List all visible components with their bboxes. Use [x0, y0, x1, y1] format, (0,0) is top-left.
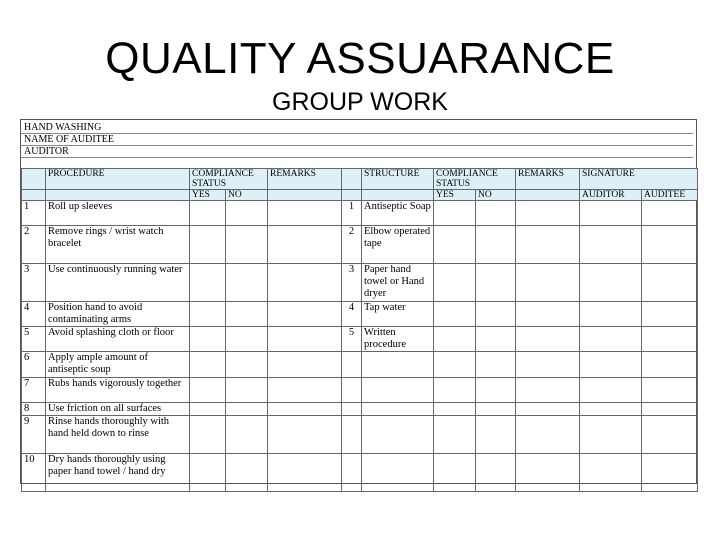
procedure-no-cell[interactable] [226, 403, 268, 416]
procedure-no-cell[interactable] [226, 378, 268, 403]
structure-yes-cell[interactable] [434, 454, 476, 492]
table-row [22, 327, 698, 352]
structure-text: Tap water [362, 302, 434, 327]
structure-yes-cell[interactable] [434, 327, 476, 352]
table-row [22, 226, 698, 264]
structure-yes-cell[interactable] [434, 403, 476, 416]
procedure-text: Rubs hands vigorously together [46, 378, 190, 403]
procedure-remarks-cell[interactable] [268, 416, 342, 454]
structure-text: Antiseptic Soap [362, 201, 434, 226]
auditee-signature-cell[interactable] [642, 378, 698, 403]
procedure-yes-cell[interactable] [190, 226, 226, 264]
structure-number [342, 454, 362, 492]
auditee-signature-cell[interactable] [642, 302, 698, 327]
table-subheader-row [22, 190, 698, 201]
structure-no-cell[interactable] [476, 201, 516, 226]
structure-yes-cell[interactable] [434, 378, 476, 403]
procedure-remarks-cell[interactable] [268, 226, 342, 264]
auditee-signature-cell[interactable] [642, 403, 698, 416]
structure-text [362, 454, 434, 492]
procedure-no-cell[interactable] [226, 201, 268, 226]
auditee-signature-cell[interactable] [642, 454, 698, 492]
auditor-signature-cell[interactable] [580, 201, 642, 226]
header-field-name-of-auditee: NAME OF AUDITEE [21, 134, 147, 146]
auditor-signature-cell[interactable] [580, 264, 642, 302]
structure-text: Written procedure [362, 327, 434, 352]
table-row [22, 403, 698, 416]
table-row [22, 352, 698, 378]
procedure-text: Apply ample amount of antiseptic soup [46, 352, 190, 378]
procedure-yes-cell[interactable] [190, 302, 226, 327]
header-field-auditor: AUDITOR [21, 146, 147, 158]
auditor-signature-cell[interactable] [580, 378, 642, 403]
header-field-row [21, 134, 693, 146]
subheader-yes: YES [190, 190, 226, 201]
procedure-yes-cell[interactable] [190, 403, 226, 416]
auditee-signature-cell[interactable] [642, 327, 698, 352]
procedure-text: Roll up sleeves [46, 201, 190, 226]
header-procedure: PROCEDURE [46, 169, 190, 190]
procedure-yes-cell[interactable] [190, 327, 226, 352]
procedure-remarks-cell[interactable] [268, 264, 342, 302]
slide-title: QUALITY ASSUARANCE [105, 34, 615, 83]
procedure-no-cell[interactable] [226, 226, 268, 264]
hand-washing-audit-form [20, 119, 697, 484]
procedure-number: 3 [22, 264, 46, 302]
structure-number [342, 378, 362, 403]
procedure-number: 8 [22, 403, 46, 416]
procedure-remarks-cell[interactable] [268, 454, 342, 492]
structure-text: Paper hand towel or Hand dryer [362, 264, 434, 302]
header-remarks: REMARKS [268, 169, 342, 190]
auditor-signature-cell[interactable] [580, 403, 642, 416]
subheader-no-2: NO [476, 190, 516, 201]
structure-yes-cell[interactable] [434, 416, 476, 454]
structure-no-cell[interactable] [476, 302, 516, 327]
header-field-row [21, 146, 693, 158]
header-compliance-status: COMPLIANCE STATUS [190, 169, 268, 190]
subheader-blank [342, 190, 362, 201]
structure-remarks-cell[interactable] [516, 378, 580, 403]
slide-subtitle: GROUP WORK [272, 88, 448, 116]
subheader-auditee: AUDITEE [642, 190, 698, 201]
structure-no-cell[interactable] [476, 352, 516, 378]
structure-no-cell[interactable] [476, 264, 516, 302]
structure-remarks-cell[interactable] [516, 403, 580, 416]
procedure-text: Avoid splashing cloth or floor [46, 327, 190, 352]
auditor-signature-cell[interactable] [580, 454, 642, 492]
table-row [22, 201, 698, 226]
subheader-auditor: AUDITOR [580, 190, 642, 201]
audit-rows [22, 201, 698, 492]
procedure-text: Position hand to avoid contaminating arms [46, 302, 190, 327]
structure-yes-cell[interactable] [434, 264, 476, 302]
procedure-number: 6 [22, 352, 46, 378]
header-compliance-status-2: COMPLIANCE STATUS [434, 169, 516, 190]
procedure-remarks-cell[interactable] [268, 352, 342, 378]
procedure-yes-cell[interactable] [190, 264, 226, 302]
structure-text: Elbow operated tape [362, 226, 434, 264]
structure-no-cell[interactable] [476, 454, 516, 492]
procedure-text: Use friction on all surfaces [46, 403, 190, 416]
structure-number: 4 [342, 302, 362, 327]
structure-number: 5 [342, 327, 362, 352]
auditee-signature-cell[interactable] [642, 201, 698, 226]
auditor-signature-cell[interactable] [580, 226, 642, 264]
subheader-yes-2: YES [434, 190, 476, 201]
header-blank [22, 169, 46, 190]
structure-yes-cell[interactable] [434, 352, 476, 378]
table-row [22, 454, 698, 492]
procedure-yes-cell[interactable] [190, 378, 226, 403]
procedure-number: 7 [22, 378, 46, 403]
structure-no-cell[interactable] [476, 378, 516, 403]
structure-number: 3 [342, 264, 362, 302]
header-remarks-2: REMARKS [516, 169, 580, 190]
structure-yes-cell[interactable] [434, 302, 476, 327]
procedure-remarks-cell[interactable] [268, 403, 342, 416]
procedure-yes-cell[interactable] [190, 416, 226, 454]
header-signature: SIGNATURE [580, 169, 698, 190]
structure-number [342, 352, 362, 378]
structure-no-cell[interactable] [476, 226, 516, 264]
procedure-number: 4 [22, 302, 46, 327]
structure-number [342, 403, 362, 416]
table-header-row [22, 169, 698, 190]
procedure-text: Remove rings / wrist watch bracelet [46, 226, 190, 264]
structure-text [362, 378, 434, 403]
procedure-no-cell[interactable] [226, 302, 268, 327]
table-row [22, 378, 698, 403]
procedure-number: 5 [22, 327, 46, 352]
auditor-signature-cell[interactable] [580, 352, 642, 378]
header-blank [342, 169, 362, 190]
procedure-number: 9 [22, 416, 46, 454]
auditee-signature-cell[interactable] [642, 264, 698, 302]
procedure-text: Rinse hands thoroughly with hand held down to rinse [46, 416, 190, 454]
structure-remarks-cell[interactable] [516, 201, 580, 226]
structure-yes-cell[interactable] [434, 201, 476, 226]
procedure-no-cell[interactable] [226, 416, 268, 454]
structure-text [362, 352, 434, 378]
audit-table [21, 168, 698, 492]
auditee-name-field[interactable] [147, 134, 693, 146]
table-row [22, 302, 698, 327]
auditee-signature-cell[interactable] [642, 416, 698, 454]
procedure-text: Use continuously running water [46, 264, 190, 302]
procedure-number: 10 [22, 454, 46, 492]
structure-remarks-cell[interactable] [516, 302, 580, 327]
form-header-fields [21, 122, 693, 158]
subheader-no: NO [226, 190, 268, 201]
header-field-blank[interactable] [147, 122, 693, 134]
auditor-name-field[interactable] [147, 146, 693, 158]
structure-text [362, 416, 434, 454]
structure-number: 2 [342, 226, 362, 264]
subheader-blank [362, 190, 434, 201]
structure-no-cell[interactable] [476, 327, 516, 352]
procedure-no-cell[interactable] [226, 264, 268, 302]
header-structure: STRUCTURE [362, 169, 434, 190]
subheader-blank [268, 190, 342, 201]
structure-remarks-cell[interactable] [516, 327, 580, 352]
procedure-number: 2 [22, 226, 46, 264]
structure-remarks-cell[interactable] [516, 264, 580, 302]
auditor-signature-cell[interactable] [580, 327, 642, 352]
auditor-signature-cell[interactable] [580, 416, 642, 454]
procedure-yes-cell[interactable] [190, 201, 226, 226]
procedure-text: Dry hands thoroughly using paper hand towel / hand dry [46, 454, 190, 492]
table-row [22, 416, 698, 454]
structure-no-cell[interactable] [476, 416, 516, 454]
structure-number: 1 [342, 201, 362, 226]
procedure-yes-cell[interactable] [190, 352, 226, 378]
table-row [22, 264, 698, 302]
structure-yes-cell[interactable] [434, 226, 476, 264]
subheader-blank [516, 190, 580, 201]
structure-no-cell[interactable] [476, 403, 516, 416]
procedure-remarks-cell[interactable] [268, 327, 342, 352]
procedure-no-cell[interactable] [226, 454, 268, 492]
structure-remarks-cell[interactable] [516, 226, 580, 264]
auditee-signature-cell[interactable] [642, 352, 698, 378]
subheader-blank [22, 190, 46, 201]
header-field-hand-washing: HAND WASHING [21, 122, 147, 134]
auditee-signature-cell[interactable] [642, 226, 698, 264]
subheader-blank [46, 190, 190, 201]
structure-number [342, 416, 362, 454]
auditor-signature-cell[interactable] [580, 302, 642, 327]
header-field-row [21, 122, 693, 134]
procedure-remarks-cell[interactable] [268, 302, 342, 327]
procedure-no-cell[interactable] [226, 327, 268, 352]
procedure-no-cell[interactable] [226, 352, 268, 378]
procedure-remarks-cell[interactable] [268, 378, 342, 403]
procedure-remarks-cell[interactable] [268, 201, 342, 226]
structure-remarks-cell[interactable] [516, 416, 580, 454]
structure-text [362, 403, 434, 416]
structure-remarks-cell[interactable] [516, 454, 580, 492]
procedure-yes-cell[interactable] [190, 454, 226, 492]
procedure-number: 1 [22, 201, 46, 226]
structure-remarks-cell[interactable] [516, 352, 580, 378]
